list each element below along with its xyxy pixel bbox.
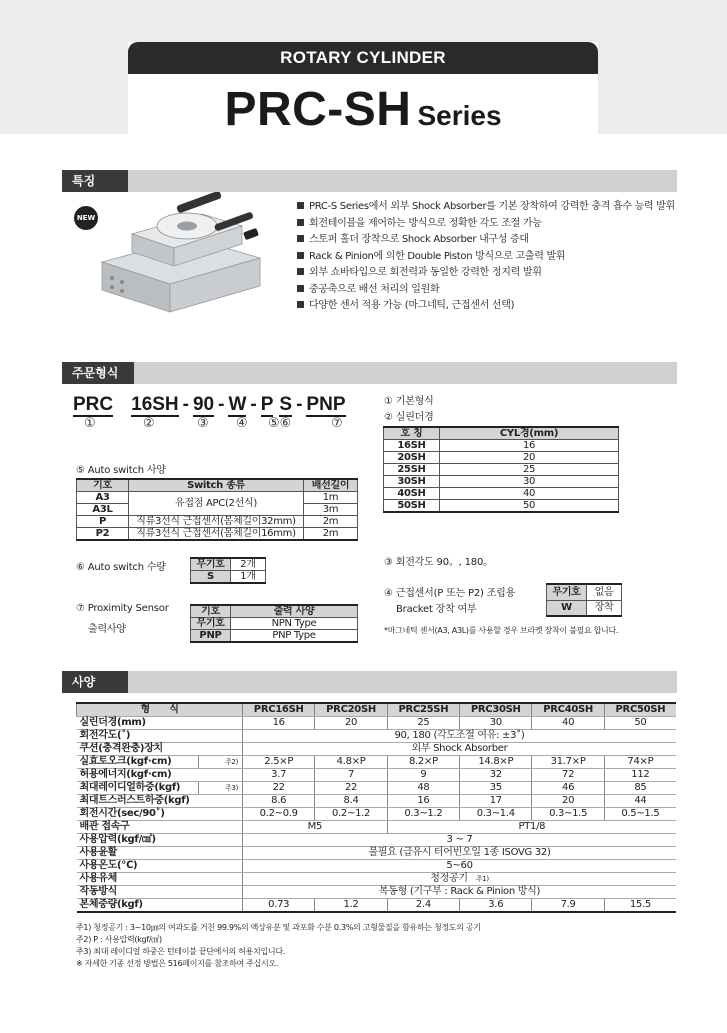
auto-switch-spec-label: ⑤ Auto switch 사양: [76, 465, 166, 476]
bullet-square-icon: [297, 219, 304, 226]
basic-type-label: ① 기본형식: [384, 396, 434, 407]
features-section-header: [62, 170, 677, 192]
order-code: PRC 16SH - 90 - W - P S - PNP: [73, 394, 346, 415]
feature-item: 중공축으로 배선 처리의 일원화: [297, 282, 675, 299]
spec-head-row: 형 식 PRC16SH PRC20SH PRC25SH PRC30SH PRC40SH PRC50SH: [77, 703, 677, 717]
table-row: 사용유체 청정공기 주1): [77, 873, 677, 886]
table-row: 무기호 2개: [191, 558, 266, 571]
spec-note-2: 주2) P : 사용압력(kgf/㎠): [76, 935, 162, 944]
spec-note-3: 주3) 최대 레이디얼 하중은 턴테이블 끝단에서의 허용치입니다.: [76, 947, 286, 956]
table-row: W 장착: [547, 600, 622, 616]
table-row: 최대트스러스트하중(kgf) 8.6 8.4 16 17 20 44: [77, 795, 677, 808]
marker-1: ①: [84, 416, 96, 431]
auto-switch-qty-label: ⑥ Auto switch 수량: [76, 562, 166, 573]
code-bore: 16SH: [131, 394, 179, 415]
spec-note-4: ※ 자세한 기종 선정 방법은 516페이지를 참조하여 주십시오.: [76, 959, 279, 968]
table-row: 30SH 30: [384, 476, 619, 488]
marker-3: ③: [197, 416, 209, 431]
order-section-header: [62, 362, 677, 384]
model-name: PRC-SH: [224, 83, 412, 136]
features-section-label: 특징: [62, 170, 128, 192]
marker-7: ⑦: [331, 416, 343, 431]
bracket-label-2: Bracket 장착 여부: [396, 604, 477, 615]
table-row: A3L 3m: [77, 504, 358, 516]
switch-table: 기호 Switch 종류 배선길이 A3 유접점 APC(2선식) 1m A3L 3m P 직류3선식 근접센서(몸체길이32mm) 2m P2 직류3선식 근접센서(몸체길이16mm) 2m: [76, 478, 358, 541]
series-word: Series: [417, 100, 502, 131]
table-row: 25SH 25: [384, 464, 619, 476]
rotation-angle-label: ③ 회전각도 90。, 180。: [384, 557, 493, 568]
table-row: 최대레이디얼하중(kgf) 주3) 22 22 48 35 46 85: [77, 782, 677, 795]
code-qty: S: [279, 394, 293, 415]
spec-section-label: 사양: [62, 671, 128, 693]
table-row: 사용온도(℃) 5~60: [77, 860, 677, 873]
bore-table: 호 칭 CYL경(mm) 16SH 16 20SH 20 25SH 25 30SH 30 40SH 40 50SH 50: [383, 426, 619, 513]
code-bracket: W: [228, 394, 247, 415]
table-row: 20SH 20: [384, 452, 619, 464]
table-row: 40SH 40: [384, 488, 619, 500]
table-row: 배관 접속구 M5 PT1/8: [77, 821, 677, 834]
code-angle: 90: [192, 394, 215, 415]
bullet-square-icon: [297, 268, 304, 275]
table-row: 실효토오크(kgf·cm) 주2) 2.5×P 4.8×P 8.2×P 14.8×P 31.7×P 74×P: [77, 756, 677, 769]
series-category-bar: ROTARY CYLINDER: [128, 42, 598, 74]
table-row: 16SH 16: [384, 440, 619, 452]
table-row: PNP PNP Type: [191, 630, 358, 643]
table-row: 사용압력(kgf/㎠) 3 ~ 7: [77, 834, 677, 847]
page-title: [128, 82, 598, 137]
bullet-square-icon: [297, 235, 304, 242]
feature-list: [297, 199, 675, 315]
bore-label: ② 실린더경: [384, 412, 434, 423]
feature-item: 회전테이블을 제어하는 방식으로 정확한 각도 조절 가능: [297, 216, 675, 233]
table-row: A3 유접점 APC(2선식) 1m: [77, 492, 358, 504]
spec-note-1: 주1) 청정공기 : 3~10㎛의 여과도를 거친 99.9%의 액상유분 및 과포화 수분 0.3%의 고형물질을 함유하는 청정도의 공기: [76, 923, 481, 932]
feature-item: Rack & Pinion에 의한 Double Piston 방식으로 고출력 발휘: [297, 249, 675, 266]
table-row: 본체중량(kgf) 0.73 1.2 2.4 3.6 7.9 15.5: [77, 899, 677, 913]
bracket-note: *마그네틱 센서(A3, A3L)를 사용할 경우 브라켓 장착이 불필요 합니다.: [384, 626, 619, 635]
new-badge: NEW: [74, 206, 98, 230]
table-row: S 1개: [191, 571, 266, 584]
proximity-label: ⑦ Proximity Sensor: [76, 603, 169, 614]
bracket-table: [546, 583, 622, 617]
marker-4: ④: [236, 416, 248, 431]
qty-table: [190, 557, 266, 584]
code-switch: P: [260, 394, 274, 415]
table-row: 실린더경(mm) 16 20 25 30 40 50: [77, 717, 677, 730]
product-image: [92, 192, 272, 314]
proximity-table: 기호 출력 사양 무기호 NPN Type PNP PNP Type: [190, 604, 358, 643]
bullet-square-icon: [297, 285, 304, 292]
table-row: 무기호 없음: [547, 584, 622, 600]
code-output: PNP: [306, 394, 346, 415]
feature-item: 외부 쇼바타입으로 회전력과 동일한 강력한 정지력 발휘: [297, 265, 675, 282]
code-basic: PRC: [73, 394, 114, 415]
table-row: 50SH 50: [384, 500, 619, 513]
marker-2: ②: [143, 416, 155, 431]
feature-item: 다양한 센서 적용 가능 (마그네틱, 근접센서 선택): [297, 298, 675, 315]
order-section-label: 주문형식: [62, 362, 134, 384]
table-row: 허용에너지(kgf·cm) 3.7 7 9 32 72 112: [77, 769, 677, 782]
table-row: 회전각도(˚) 90, 180 (각도조절 여유: ±3˚): [77, 730, 677, 743]
table-row: P 직류3선식 근접센서(몸체길이32mm) 2m: [77, 516, 358, 528]
bracket-label: ④ 근접센서(P 또는 P2) 조립용: [384, 588, 516, 599]
table-row: 회전시간(sec/90˚) 0.2~0.9 0.2~1.2 0.3~1.2 0.3~1.4 0.3~1.5 0.5~1.5: [77, 808, 677, 821]
table-row: 작동방식 복동형 (기구부 : Rack & Pinion 방식): [77, 886, 677, 899]
feature-item: 스토퍼 홀더 장착으로 Shock Absorber 내구성 증대: [297, 232, 675, 249]
table-row: 쿠션(충격완충)장치 외부 Shock Absorber: [77, 743, 677, 756]
bullet-square-icon: [297, 202, 304, 209]
spec-table: [76, 702, 676, 913]
marker-5-6: ⑤⑥: [268, 416, 292, 431]
bullet-square-icon: [297, 252, 304, 259]
spec-section-header: [62, 671, 677, 693]
proximity-output-label: 출력사양: [88, 624, 126, 635]
feature-item: PRC-S Series에서 외부 Shock Absorber를 기본 장착하여 강력한 충격 흡수 능력 발휘: [297, 199, 675, 216]
table-row: 무기호 NPN Type: [191, 618, 358, 630]
bullet-square-icon: [297, 301, 304, 308]
table-row: 사용윤활 불필요 (급유시 터어빈오일 1종 ISOVG 32): [77, 847, 677, 860]
table-row: P2 직류3선식 근접센서(몸체길이16mm) 2m: [77, 528, 358, 541]
